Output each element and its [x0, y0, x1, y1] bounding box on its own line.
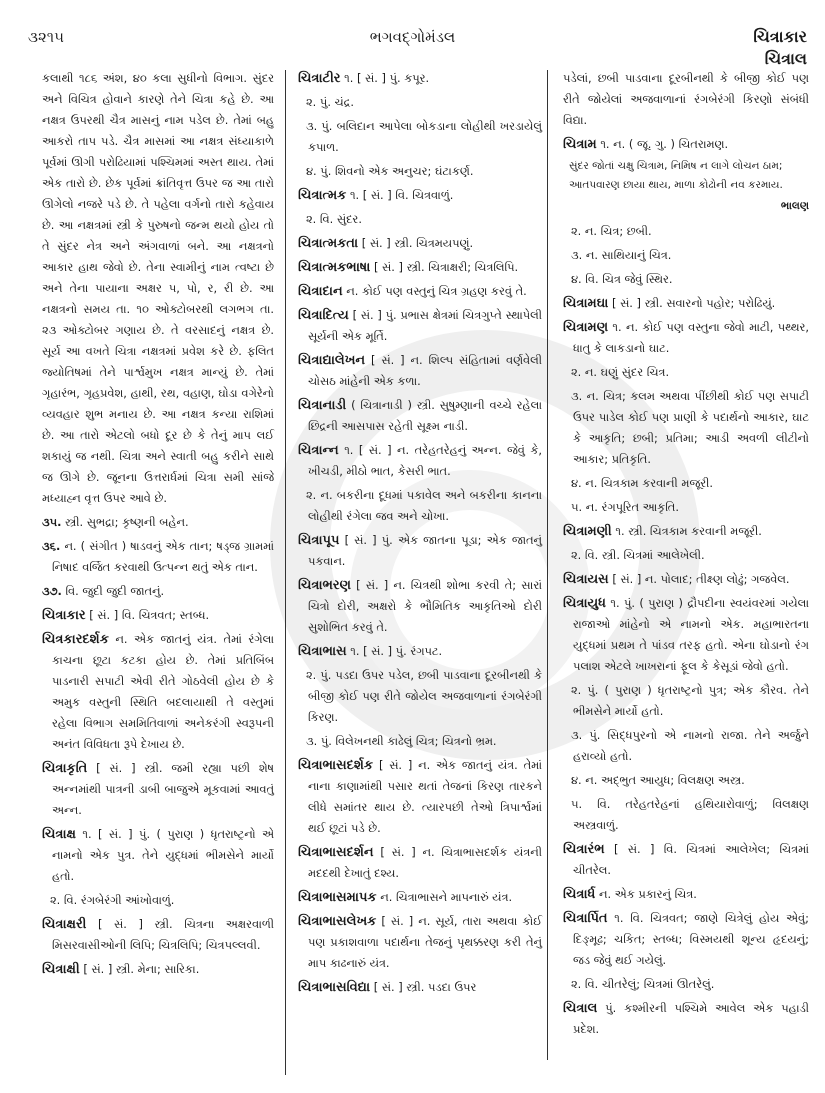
definition: ૧. [ સં. ] ન. તરેહતરેહનું અન્ન. જેવું કે, ખીચડી, મીઠો ભાત, કેસરી ભાત. [308, 443, 542, 478]
sub-sense: ૩. પું. બલિદાન આપેલા બોકડાના લોહીથી ખરડાયેલું કપાળ. [306, 119, 542, 154]
dictionary-entry [298, 641, 542, 662]
headword: ચિત્રાત્મકભાષા [298, 260, 371, 275]
dictionary-entry [298, 887, 542, 908]
headword: ચિત્રાભાસ [298, 644, 347, 659]
dictionary-entry [563, 884, 809, 905]
dictionary-entry [563, 134, 809, 155]
definition: ૧. ન. ( જૂ. ગુ. ) ચિતરામણ. [600, 137, 729, 151]
sense-item [42, 512, 274, 533]
entry-list [298, 68, 542, 998]
dictionary-entry [298, 233, 542, 254]
continuation-text: કલાથી ૧૮૬ અંશ, ૪૦ કલા સુધીનો વિભાગ. સુંદર અને વિચિત્ર હોવાને કારણે તેને ચિત્રા કહે છે. આ નક્ષત્ર ઉપરથી ચૈત્ર માસનું નામ પડેલ છે. તેમાં બહુ આકરો તાપ પડે. ચૈત્ર માસમાં આ નક્ષત્ર સંધ્યાકાળે પૂર્વમાં ઊગી પરોઢિયામાં પશ્ચિમમાં અસ્ત થાય. તેમાં એક તારો છે. છેક પૂર્વમાં ક્રાંતિવૃત્ત ઉપર જ આ તારો ઊગેલો નજરે પડે છે. તે પહેલા વર્ગનો તારો કહેવાય છે. આ નક્ષત્રમાં સ્ત્રી કે પુરુષનો જન્મ થયો હોય તો તે સુંદર નેત્ર અને અંગવાળાં બને. આ નક્ષત્રનો આકાર હાથ જેવો છે. તેના સ્વામીનું નામ ત્વષ્ટા છે અને તેના પાયાના અક્ષર પ, પો, ર, રી છે. આ નક્ષત્રનો સમય તા. ૧૦ ઓક્ટોબરથી લગભગ તા. ૨૩ ઓક્ટોબર ગણાય છે. તે વરસાદનું નક્ષત્ર છે. સૂર્ય આ વખતે ચિત્રા નક્ષત્રમાં પ્રવેશ કરે છે. ફલિત જ્યોતિષમાં તેને પાર્શ્વમુખ નક્ષત્ર માન્યું છે. તેમાં ગૃહારંભ, ગૃહપ્રવેશ, હાથી, રથ, વહાણ, ઘોડા વગેરેનો વ્યવહાર શુભ મનાય છે. આ નક્ષત્ર કન્યા રાશિમાં છે. આ તારો એટલો બધો દૂર છે કે તેનું માપ લઈ શકાયું જ નથી. ચિત્રા અને સ્વાતી બહુ કરીને સાથે જ ઊગે છે. જૂનના ઉત્તરાર્ધમાં ચિત્રા સમી સાંજે મધ્યાહ્ન વૃત્ત ઉપર આવે છે. [42, 71, 274, 505]
definition: [ સં. ] ન. ચિત્રથી શોભા કરવી તે; સારાં ચિત્રો દોરી, અક્ષરો કે ભૌમિતિક આકૃતિઓ દોરી સુશોભિત કરવું તે. [308, 578, 543, 634]
dictionary-entry [42, 605, 274, 626]
dictionary-entry [298, 530, 542, 572]
headword: ચિત્રામણ [563, 320, 609, 335]
definition: [ સં. ] સ્ત્રી. જમી રહ્યા પછી શેષ અન્નમાંથી પાત્રની ડાબી બાજુએ મૂકવામાં આવતું અન્ન. [52, 761, 274, 817]
headword: ચિત્રાટીર [298, 71, 341, 86]
headword: ચિત્રાક્ષી [42, 962, 80, 977]
page-number: ૩૨૧૫ [28, 28, 65, 46]
sub-sense: ૨. વિ. સ્ત્રી. ચિત્રમાં આલેખેલી. [571, 548, 705, 562]
sub-sense: ૨. પું. ચંદ્ર. [306, 95, 355, 109]
column-3 [563, 68, 809, 1043]
definition: ૧. [ સં. ] પું. કપૂર. [344, 71, 430, 85]
dictionary-entry [298, 575, 542, 638]
sub-sense: ૨. પું. ( પુરાણ ) ધૃતરાષ્ટ્રનો પુત્ર; એક કૌરવ. તેને ભીમસેને માર્યો હતો. [571, 683, 809, 718]
headword: ચિત્રાભાસદર્શક [298, 758, 374, 773]
numbered-senses [42, 512, 274, 602]
dictionary-entry [298, 395, 542, 437]
dictionary-entry [42, 824, 274, 887]
dictionary-entry [563, 317, 809, 359]
sense-text: સ્ત્રી. સુભદ્રા; કૃષ્ણની બહેન. [65, 515, 189, 529]
headword: ચિત્રાત્મક [298, 188, 347, 203]
headword: ચિત્રાન્ન [298, 443, 339, 458]
quotation-source: ભાલણ [780, 200, 809, 212]
headword: ચિત્રામણી [563, 524, 612, 539]
sense-item [42, 581, 274, 602]
sub-sense: ૨. પું. પડદા ઉપર પડેલ, છબી પાડવાના દૂરબીનથી કે બીજી કોઈ પણ રીતે જોયેલ અજવાળાનાં રંગબેરંગી કિરણ. [306, 668, 542, 724]
dictionary-entry [298, 305, 542, 347]
headword: ચિત્રાનાડી [298, 398, 347, 413]
headword: ચિત્રાભાસલેખક [298, 914, 377, 929]
headword: ચિત્રાયુધ [563, 596, 606, 611]
dictionary-entry [42, 959, 274, 980]
headword: ચિત્રાભાસમાપક [298, 890, 377, 905]
definition: [ સં. ] ન. સૂર્ય, તારા અથવા કોઈ પણ પ્રકાશવાળા પદાર્થના તેજનું પૃથક્કરણ કરી તેનું માપ કાઢનારું યંત્ર. [308, 914, 542, 970]
sub-sense: ૨. વિ. ચીતરેલું; ચિત્રમાં ઊતરેલું. [571, 977, 715, 991]
sense-text: ન. ( સંગીત ) ષાડવનું એક તાન; ષડ્જ ગ્રામમાં નિષાદ વર્જિત કરવાથી ઉત્પન્ન થતું એક તાન. [52, 539, 274, 574]
dictionary-entry [563, 908, 809, 971]
definition: ( ચિત્રાનાડી ) સ્ત્રી. સુષુમ્ણાની વચ્ચે રહેલા છિદ્રની આસપાસ રહેતી સૂક્ષ્મ નાડી. [308, 398, 542, 433]
headword: ચિત્રાભાસવિદ્યા [298, 980, 371, 995]
dictionary-entry [298, 977, 542, 998]
headword: ચિત્રાભરણ [298, 578, 351, 593]
dictionary-entry [563, 569, 809, 590]
dictionary-entry [298, 257, 542, 278]
sub-sense: ૫. ન. રંગપૂરિત આકૃતિ. [571, 500, 679, 514]
continuation-text: પડેલાં, છબી પાડવાના દૂરબીનથી કે બીજી કોઈ પણ રીતે જોયેલાં અજવાળાનાં રંગબેરંગી કિરણો સંબંધી વિદ્યા. [563, 71, 809, 127]
definition: [ સં. ] ન. ચિત્રાભાસદર્શક યંત્રની મદદથી દેખાતું દશ્ય. [308, 845, 542, 880]
dictionary-entry [563, 593, 809, 677]
headword: ચિત્રાર્પિત [563, 911, 608, 926]
headword: ચિત્રારંભ [563, 842, 605, 857]
headword: ચિત્રાર્ધ [563, 887, 596, 902]
definition: [ સં. ] સ્ત્રી. મેના; સારિકા. [83, 962, 200, 976]
guide-words [753, 26, 807, 70]
sub-sense: ૨. વિ. રંગબેરંગી આંખોવાળું. [50, 893, 175, 907]
headword: ચિત્રાદિત્ય [298, 308, 349, 323]
page-header [0, 0, 825, 70]
definition: ૧. વિ. ચિત્રવત; જાણે ચિત્રેલું હોય એવું; દિઙ્મૂઢ; ચકિત; સ્તબ્ધ; વિસ્મયથી શૂન્ય હૃદયનું; જડ જેવું થઈ ગયેલું. [573, 911, 809, 967]
sub-sense: ૩. ન. ચિત્ર; કલમ અથવા પીંછીથી કોઈ પણ સપાટી ઉપર પાડેલ કોઈ પણ પ્રાણી કે પદાર્થનો આકાર, ઘાટ કે આકૃતિ; છબી; પ્રતિમા; આડી અવળી લીટીનો આકાર; પ્રતિકૃતિ. [571, 389, 809, 466]
definition: ન. કોઈ પણ વસ્તુનું ચિત્ર ગ્રહણ કરવું તે. [346, 284, 527, 298]
dictionary-entry [42, 758, 274, 821]
dictionary-entry [298, 281, 542, 302]
definition: ૧. [ સં. ] વિ. ચિત્રવાળું. [349, 188, 454, 202]
definition: [ સં. ] સ્ત્રી. ચિત્રાક્ષરી; ચિત્રલિપિ. [373, 260, 519, 274]
dictionary-entry [42, 629, 274, 755]
sub-sense: ૨. ન. ચિત્ર; છબી. [571, 224, 652, 238]
headword: ચિત્રાકૃતિ [42, 761, 88, 776]
headword: ચિત્રાત્મકતા [298, 236, 359, 251]
sense-number: ૩૫. [42, 515, 62, 529]
dictionary-entry [563, 839, 809, 881]
entry-list [563, 134, 809, 1040]
sub-sense: ૨. ન. ઘણું સુંદર ચિત્ર. [571, 365, 670, 379]
definition: [ સં. ] ન. શિલ્પ સંહિતામાં વર્ણવેલી ચોસઠ માંહેની એક કળા. [308, 353, 543, 388]
headword: ચિત્રાલ [563, 1001, 598, 1016]
headword: ચિત્રાયસ [563, 572, 609, 587]
definition: ન. ચિત્રાભાસને માપનારું યંત્ર. [380, 890, 513, 904]
dictionary-entry [298, 755, 542, 839]
definition: ૧. પું. ( પુરાણ ) દ્રૌપદીના સ્વયંવરમાં ગયેલા રાજાઓ માંહેનો એ નામનો એક. મહાભારતના યુદ્ધમાં પ્રથમ તે પાંડવ તરફ હતો. એના ઘોડાનો રંગ પલાશ એટલે ખાખરાનાં ફૂલ કે કેસૂડાં જેવો હતો. [573, 596, 809, 673]
quotation-line: આતપવારણ છાયા થાય, માળા કોઢોની નવ કરમાય. [569, 179, 783, 191]
definition: [ સં. ] સ્ત્રી. પડદા ઉપર [373, 980, 477, 994]
sub-sense: ૩. પું. વિલેખનથી કાઢેલું ચિત્ર; ચિત્રનો ભ્રમ. [306, 734, 497, 748]
sub-sense: ૪. ન. ચિત્રકામ કરવાની મજૂરી. [571, 476, 713, 490]
headword: ચિત્રામ [563, 137, 597, 152]
dictionary-entry [298, 350, 542, 392]
headword: ચિત્રાદાન [298, 284, 343, 299]
definition: [ સં. ] પું. એક જાતના પૂડા; એક જાતનું પકવાન. [308, 533, 543, 568]
column-divider [285, 70, 286, 1075]
headword: ચિત્રાકાર [42, 608, 86, 623]
definition: ન. એક જાતનું યંત્ર. તેમાં રંગેલા કાચના છૂટા કટકા હોય છે. તેમાં પ્રતિબિંબ પાડનારી સપાટી એવી રીતે ગોઠવેલી હોય છે કે અમુક વસ્તુની સ્થિતિ બદલાયાથી તે વસ્તુમાં રહેલા વિભાગ સમમિતિવાળાં અનેકરંગી સ્વરૂપની અનંત વિવિધતા રૂપે દેખાય છે. [52, 632, 274, 751]
sub-sense: ૪. ન. અદ્ભુત આયુધ; વિલક્ષણ અસ્ત્ર. [571, 773, 745, 787]
definition: ૧. સ્ત્રી. ચિત્રકામ કરવાની મજૂરી. [615, 524, 762, 538]
dictionary-entry [563, 293, 809, 314]
sub-sense: ૫. વિ. તરેહતરેહનાં હથિયારોવાળું; વિલક્ષણ અસ્ત્રવાળું. [571, 797, 809, 832]
definition: [ સં. ] સ્ત્રી. સવારનો પહોર; પરોઢિયું. [612, 296, 776, 310]
sense-number: ૩૭. [42, 584, 62, 598]
sub-sense: ૨. ન. બકરીના દૂધમાં પકાવેલ અને બકરીના કાનના લોહીથી રંગેલા જવ અને ચોખા. [306, 488, 542, 523]
headword: ચિત્રાપૂપ [298, 533, 340, 548]
dictionary-entry [563, 998, 809, 1040]
sub-sense: ૩. ન. સાથિયાનું ચિત્ર. [571, 248, 672, 262]
guide-word-first: ચિત્રાકાર [753, 27, 807, 46]
dictionary-entry [298, 185, 542, 206]
definition: [ સં. ] વિ. ચિત્રવત; સ્તબ્ધ. [89, 608, 210, 622]
definition: [ સં. ] સ્ત્રી. ચિત્રમયપણું. [361, 236, 474, 250]
headword: ચિત્રામઘા [563, 296, 609, 311]
headword: ચિત્રાભાસદર્શન [298, 845, 374, 860]
column-1 [42, 68, 274, 983]
dictionary-entry [42, 914, 274, 956]
column-2 [298, 68, 542, 1001]
dictionary-entry [298, 440, 542, 482]
guide-word-last: ચિત્રાલ [764, 49, 807, 68]
headword: ચિત્રાક્ષ [42, 827, 76, 842]
definition: [ સં. ] ન. એક જાતનું યંત્ર. તેમાં નાના કાણામાંથી પસાર થતાં તેજનાં કિરણ તારકને લીધે સમાંતર થાય છે. ત્યારપછી તેઓ ત્રિપાર્શ્વમાં થઈ છૂટાં પડે છે. [308, 758, 543, 835]
dictionary-entry [298, 842, 542, 884]
definition: પું. કશ્મીરની પશ્ચિમે આવેલ એક પહાડી પ્રદેશ. [573, 1001, 810, 1036]
definition: [ સં. ] સ્ત્રી. ચિત્રના અક્ષરવાળી મિસરવાસીઓની લિપિ; ચિત્રલિપિ; ચિત્રપલ્લવી. [52, 917, 274, 952]
column-divider [547, 70, 548, 1060]
sense-text: વિ. જુદી જુદી જાતનું. [65, 584, 165, 598]
definition: [ સં. ] પું. પ્રભાસ ક્ષેત્રમાં ચિત્રગુપ્તે સ્થાપેલી સૂર્યની એક મૂર્તિ. [308, 308, 542, 343]
dictionary-entry [298, 68, 542, 89]
definition: [ સં. ] ન. પોલાદ; તીક્ષ્ણ લોઢું; ગજવેલ. [612, 572, 790, 586]
definition: ન. એક પ્રકારનું ચિત્ર. [598, 887, 697, 901]
headword: ચિત્રાદ્યાલેખન [298, 353, 366, 368]
definition: ૧. [ સં. ] પું. ( પુરાણ ) ધૃતરાષ્ટ્રનો એ નામનો એક પુત્ર. તેને યુદ્ધમાં ભીમસેને માર્યો હતો. [52, 827, 274, 883]
headword: ચિત્રકારદર્શક [42, 632, 109, 647]
sub-sense: ૪. પું. શિવનો એક અનુચર; ઘંટાકર્ણ. [306, 164, 474, 178]
dictionary-entry [298, 911, 542, 974]
dictionary-entry [563, 521, 809, 542]
quotation-line: સુંદર જોતાં ચક્ષુ ચિત્રામ, નિમિષ ન લાગે લોચન ઠામ; [569, 160, 783, 172]
sub-sense: ૨. વિ. સુંદર. [306, 212, 362, 226]
entry-list [42, 605, 274, 980]
definition: ૧. ન. કોઈ પણ વસ્તુના જેવો માટી, પથ્થર, ધાતુ કે લાકડાનો ઘાટ. [573, 320, 810, 355]
definition: [ સં. ] વિ. ચિત્રમાં આલેખેલ; ચિત્રમાં ચીતરેલ. [573, 842, 809, 877]
sub-sense: ૩. પું. સિદ્ધપુરનો એ નામનો રાજા. તેને અર્જુને હરાવ્યો હતો. [571, 728, 809, 763]
sub-sense: ૪. વિ. ચિત્ર જેવું સ્થિર. [571, 272, 673, 286]
running-title: ભગવદ્ગોમંડલ [369, 28, 456, 46]
sense-item [42, 536, 274, 578]
definition: ૧. [ સં. ] પું. રંગપટ. [350, 644, 443, 658]
headword: ચિત્રાક્ષરી [42, 917, 87, 932]
sense-number: ૩૬. [42, 539, 61, 553]
